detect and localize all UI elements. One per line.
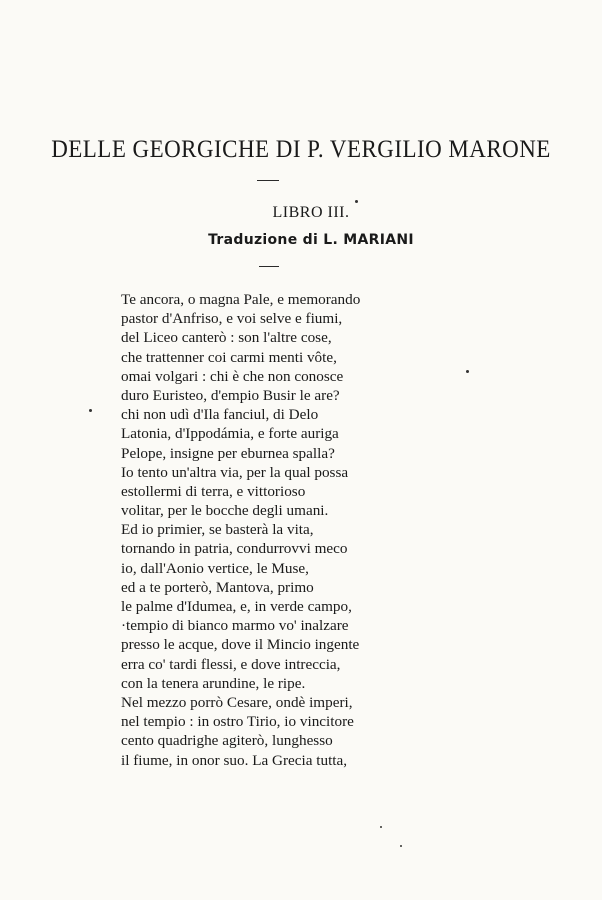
poem-line: Pelope, insigne per eburnea spalla? [121,444,335,462]
poem-line: io, dall'Aonio vertice, le Muse, [121,559,309,577]
poem-line: tornando in patria, condurrovvi meco [121,540,348,558]
poem-line: estollermi di terra, e vittorioso [121,482,306,500]
scan-speck [380,826,382,828]
scan-speck [355,200,358,203]
poem-line: ed a te porterò, Mantova, primo [121,578,314,596]
translator-credit: Traduzione di L. MARIANI [208,232,414,248]
poem-line: volitar, per le bocche degli umani. [121,502,329,520]
book-number: LIBRO III. [272,204,350,221]
poem-line: con la tenera arundine, le ripe. [121,674,306,692]
poem-line: il fiume, in onor suo. La Grecia tutta, [121,751,348,769]
poem-line: le palme d'Idumea, e, in verde campo, [121,598,352,615]
poem-line: Io tento un'altra via, per la qual possa [121,463,349,481]
poem-line: erra co' tardi flessi, e dove intreccia, [121,655,341,673]
title-divider [257,180,279,181]
scan-speck [400,845,402,847]
poem-line: nel tempio : in ostro Tirio, io vincitore [121,713,354,731]
poem-line: pastor d'Anfriso, e voi selve e fiumi, [121,310,343,328]
poem-line: Nel mezzo porrò Cesare, ondè imperi, [121,693,353,711]
scan-speck [466,370,469,373]
section-divider [259,266,279,267]
scan-speck [89,409,92,412]
poem-line: Latonia, d'Ippodámia, e forte auriga [121,425,339,443]
page-title: DELLE GEORGICHE DI P. VERGILIO MARONE [51,136,551,163]
poem-line: omai volgari : chi è che non conosce [121,367,344,385]
poem-line: duro Euristeo, d'empio Busir le are? [121,386,340,404]
poem-line: ·tempio di bianco marmo vo' inalzare [121,617,349,635]
poem-line: chi non udì d'Ila fanciul, di Delo [121,406,319,424]
poem-line: cento quadrighe agiterò, lunghesso [121,732,333,750]
poem-text [121,290,360,770]
poem-line: Te ancora, o magna Pale, e memorando [121,291,361,308]
poem-line: che trattenner coi carmi menti vôte, [121,348,337,366]
poem-line: Ed io primier, se basterà la vita, [121,521,314,539]
poem-line: presso le acque, dove il Mincio ingente [121,636,360,654]
poem-line: del Liceo canterò : son l'altre cose, [121,329,332,347]
